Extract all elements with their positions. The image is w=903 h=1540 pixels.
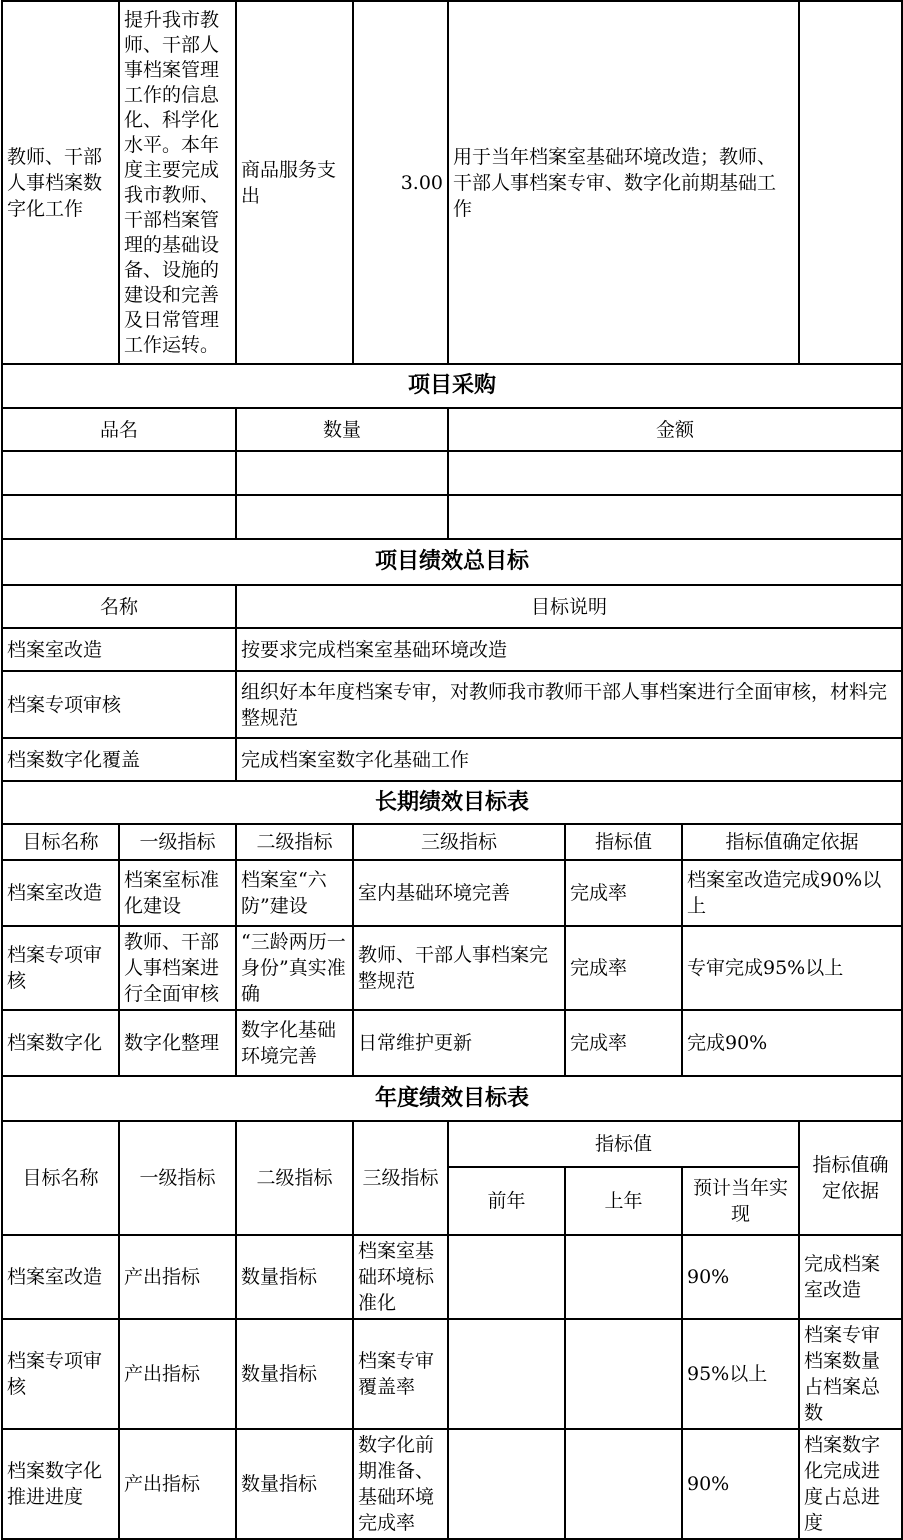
table-row	[2, 1429, 902, 1539]
table-row	[2, 451, 902, 495]
procurement-cell	[2, 495, 236, 539]
an-cell: 90%	[682, 1235, 799, 1319]
an-header-level2: 二级指标	[236, 1121, 353, 1235]
an-cell: 产出指标	[119, 1235, 236, 1319]
lt-cell: 档案数字化	[2, 1010, 119, 1076]
procurement-cell	[236, 495, 448, 539]
an-cell: 档案专项审核	[2, 1319, 119, 1429]
an-header-goal: 目标名称	[2, 1121, 119, 1235]
procurement-header-quantity: 数量	[236, 408, 448, 451]
lt-header-value: 指标值	[565, 824, 682, 860]
table-row	[2, 738, 902, 781]
table-row	[2, 1235, 902, 1319]
lt-cell: 数字化整理	[119, 1010, 236, 1076]
detail-row	[2, 1, 902, 364]
purpose-cell: 用于当年档案室基础环境改造；教师、干部人事档案专审、数字化前期基础工作	[448, 1, 799, 364]
an-header-expected: 预计当年实现	[682, 1167, 799, 1235]
an-cell: 档案专审档案数量占档案总数	[799, 1319, 902, 1429]
lt-cell: 档案室改造完成90%以上	[682, 860, 902, 926]
lt-cell: 完成90%	[682, 1010, 902, 1076]
lt-cell: 专审完成95%以上	[682, 926, 902, 1010]
an-cell: 产出指标	[119, 1319, 236, 1429]
overall-goal-header-row	[2, 585, 902, 628]
an-cell: 产出指标	[119, 1429, 236, 1539]
an-cell: 档案室基础环境标准化	[353, 1235, 448, 1319]
an-cell	[448, 1235, 565, 1319]
an-cell: 95%以上	[682, 1319, 799, 1429]
table-row	[2, 926, 902, 1010]
annual-header-row	[2, 1121, 902, 1167]
lt-cell: 数字化基础环境完善	[236, 1010, 353, 1076]
table-row	[2, 495, 902, 539]
procurement-cell	[448, 451, 902, 495]
lt-header-goal: 目标名称	[2, 824, 119, 860]
an-header-level3: 三级指标	[353, 1121, 448, 1235]
an-cell: 数量指标	[236, 1319, 353, 1429]
table-row	[2, 1010, 902, 1076]
lt-cell: 完成率	[565, 860, 682, 926]
long-term-header-row	[2, 824, 902, 860]
procurement-title: 项目采购	[2, 364, 902, 408]
lt-header-level1: 一级指标	[119, 824, 236, 860]
table-row	[2, 671, 902, 738]
table-row	[2, 860, 902, 926]
an-cell	[448, 1429, 565, 1539]
goal-name-cell: 档案专项审核	[2, 671, 236, 738]
an-cell: 档案室改造	[2, 1235, 119, 1319]
an-cell	[565, 1235, 682, 1319]
project-content-cell: 提升我市教师、干部人事档案管理工作的信息化、科学化水平。本年度主要完成我市教师、干部档案管理的基础设备、设施的建设和完善及日常管理工作运转。	[119, 1, 236, 364]
lt-cell: 完成率	[565, 1010, 682, 1076]
lt-cell: 教师、干部人事档案完整规范	[353, 926, 565, 1010]
expense-type-cell: 商品服务支出	[236, 1, 353, 364]
lt-cell: 档案室标准化建设	[119, 860, 236, 926]
procurement-header-row	[2, 408, 902, 451]
lt-cell: 档案专项审核	[2, 926, 119, 1010]
an-cell: 完成档案室改造	[799, 1235, 902, 1319]
lt-cell: 档案室改造	[2, 860, 119, 926]
procurement-cell	[236, 451, 448, 495]
goal-desc-cell: 完成档案室数字化基础工作	[236, 738, 902, 781]
an-cell	[448, 1319, 565, 1429]
lt-header-basis: 指标值确定依据	[682, 824, 902, 860]
long-term-title: 长期绩效目标表	[2, 781, 902, 824]
an-header-level1: 一级指标	[119, 1121, 236, 1235]
goal-name-cell: 档案室改造	[2, 628, 236, 671]
an-header-prev-prev: 前年	[448, 1167, 565, 1235]
lt-cell: 教师、干部人事档案进行全面审核	[119, 926, 236, 1010]
procurement-cell	[448, 495, 902, 539]
lt-cell: “三龄两历一身份”真实准确	[236, 926, 353, 1010]
an-cell: 档案数字化推进进度	[2, 1429, 119, 1539]
procurement-cell	[2, 451, 236, 495]
overall-goal-title: 项目绩效总目标	[2, 539, 902, 585]
an-cell: 数字化前期准备、基础环境完成率	[353, 1429, 448, 1539]
note-cell	[799, 1, 902, 364]
goal-desc-cell: 按要求完成档案室基础环境改造	[236, 628, 902, 671]
project-name-cell: 教师、干部人事档案数字化工作	[2, 1, 119, 364]
budget-performance-table	[1, 0, 903, 1540]
lt-cell: 完成率	[565, 926, 682, 1010]
lt-cell: 室内基础环境完善	[353, 860, 565, 926]
an-cell: 档案专审覆盖率	[353, 1319, 448, 1429]
lt-header-level2: 二级指标	[236, 824, 353, 860]
an-header-basis: 指标值确定依据	[799, 1121, 902, 1235]
an-cell: 90%	[682, 1429, 799, 1539]
procurement-header-amount: 金额	[448, 408, 902, 451]
an-header-last-year: 上年	[565, 1167, 682, 1235]
goal-name-cell: 档案数字化覆盖	[2, 738, 236, 781]
an-cell	[565, 1319, 682, 1429]
annual-title: 年度绩效目标表	[2, 1076, 902, 1121]
goal-desc-cell: 组织好本年度档案专审，对教师我市教师干部人事档案进行全面审核，材料完整规范	[236, 671, 902, 738]
an-header-indicator-value: 指标值	[448, 1121, 799, 1167]
an-cell	[565, 1429, 682, 1539]
overall-goal-header-name: 名称	[2, 585, 236, 628]
lt-cell: 日常维护更新	[353, 1010, 565, 1076]
an-cell: 数量指标	[236, 1429, 353, 1539]
lt-cell: 档案室“六防”建设	[236, 860, 353, 926]
amount-cell: 3.00	[353, 1, 448, 364]
overall-goal-header-desc: 目标说明	[236, 585, 902, 628]
table-row	[2, 1319, 902, 1429]
lt-header-level3: 三级指标	[353, 824, 565, 860]
an-cell: 档案数字化完成进度占总进度	[799, 1429, 902, 1539]
procurement-header-name: 品名	[2, 408, 236, 451]
an-cell: 数量指标	[236, 1235, 353, 1319]
table-row	[2, 628, 902, 671]
